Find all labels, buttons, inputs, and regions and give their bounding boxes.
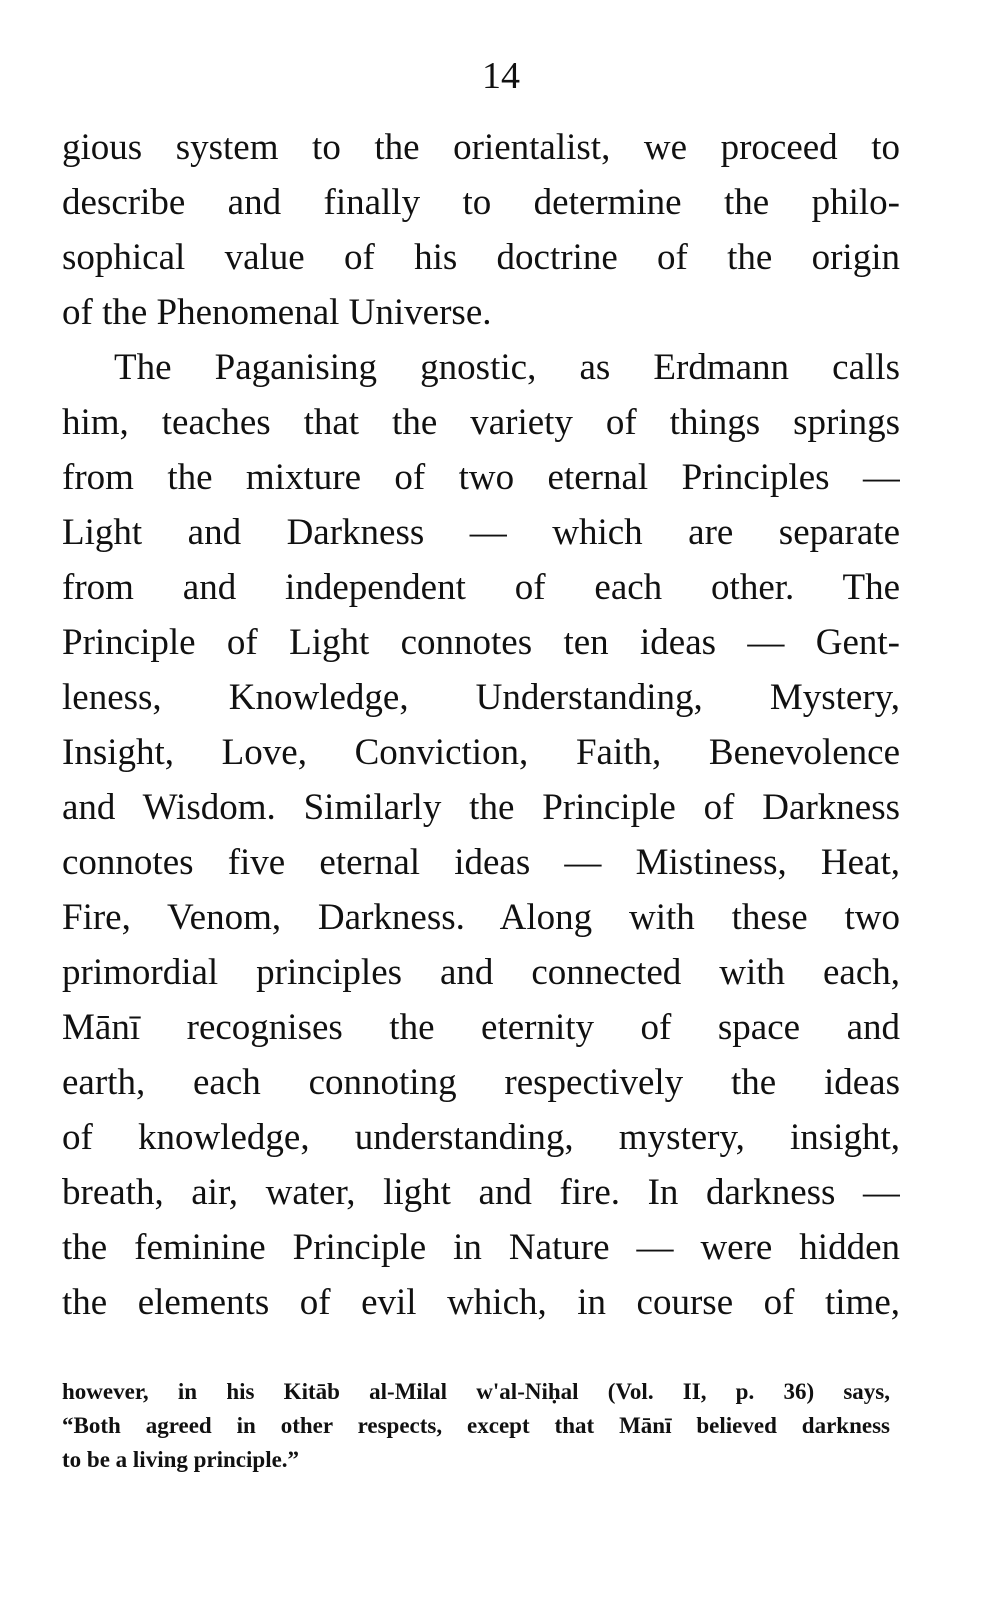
page-number: 14 xyxy=(482,55,520,97)
body-line: of knowledge, understanding, mystery, insight, xyxy=(62,1117,900,1158)
body-line: sophical value of his doctrine of the origin xyxy=(62,237,900,278)
footnote-line: however, in his Kitāb al-Milal w'al-Niḥal (Vol. II, p. 36) says, xyxy=(62,1379,890,1404)
body-line: describe and finally to determine the philo- xyxy=(62,182,900,223)
body-line: the feminine Principle in Nature — were hidden xyxy=(62,1227,900,1268)
body-line: Mānī recognises the eternity of space and xyxy=(62,1007,900,1048)
body-line: of the Phenomenal Universe. xyxy=(62,292,492,333)
body-line: and Wisdom. Similarly the Principle of Darkness xyxy=(62,787,900,828)
footnote-line: “Both agreed in other respects, except that Mānī believed darkness xyxy=(62,1413,890,1438)
footnote xyxy=(62,1375,890,1477)
body-line: leness, Knowledge, Understanding, Mystery, xyxy=(62,677,900,718)
body-line: earth, each connoting respectively the ideas xyxy=(62,1062,900,1103)
body-line: from the mixture of two eternal Principles — xyxy=(62,457,900,498)
body-line: Principle of Light connotes ten ideas — Gent- xyxy=(62,622,900,663)
body-text xyxy=(62,120,900,1330)
body-line: connotes five eternal ideas — Mistiness, Heat, xyxy=(62,842,900,883)
body-line: him, teaches that the variety of things springs xyxy=(62,402,900,443)
body-line: the elements of evil which, in course of time, xyxy=(62,1282,900,1323)
body-line: The Paganising gnostic, as Erdmann calls xyxy=(114,347,900,388)
body-line: Fire, Venom, Darkness. Along with these two xyxy=(62,897,900,938)
body-line: from and independent of each other. The xyxy=(62,567,900,608)
footnote-line: to be a living principle.” xyxy=(62,1447,300,1472)
body-line: Light and Darkness — which are separate xyxy=(62,512,900,553)
body-line: breath, air, water, light and fire. In darkness — xyxy=(62,1172,900,1213)
body-line: primordial principles and connected with each, xyxy=(62,952,900,993)
body-line: gious system to the orientalist, we proceed to xyxy=(62,127,900,168)
body-line: Insight, Love, Conviction, Faith, Benevolence xyxy=(62,732,900,773)
